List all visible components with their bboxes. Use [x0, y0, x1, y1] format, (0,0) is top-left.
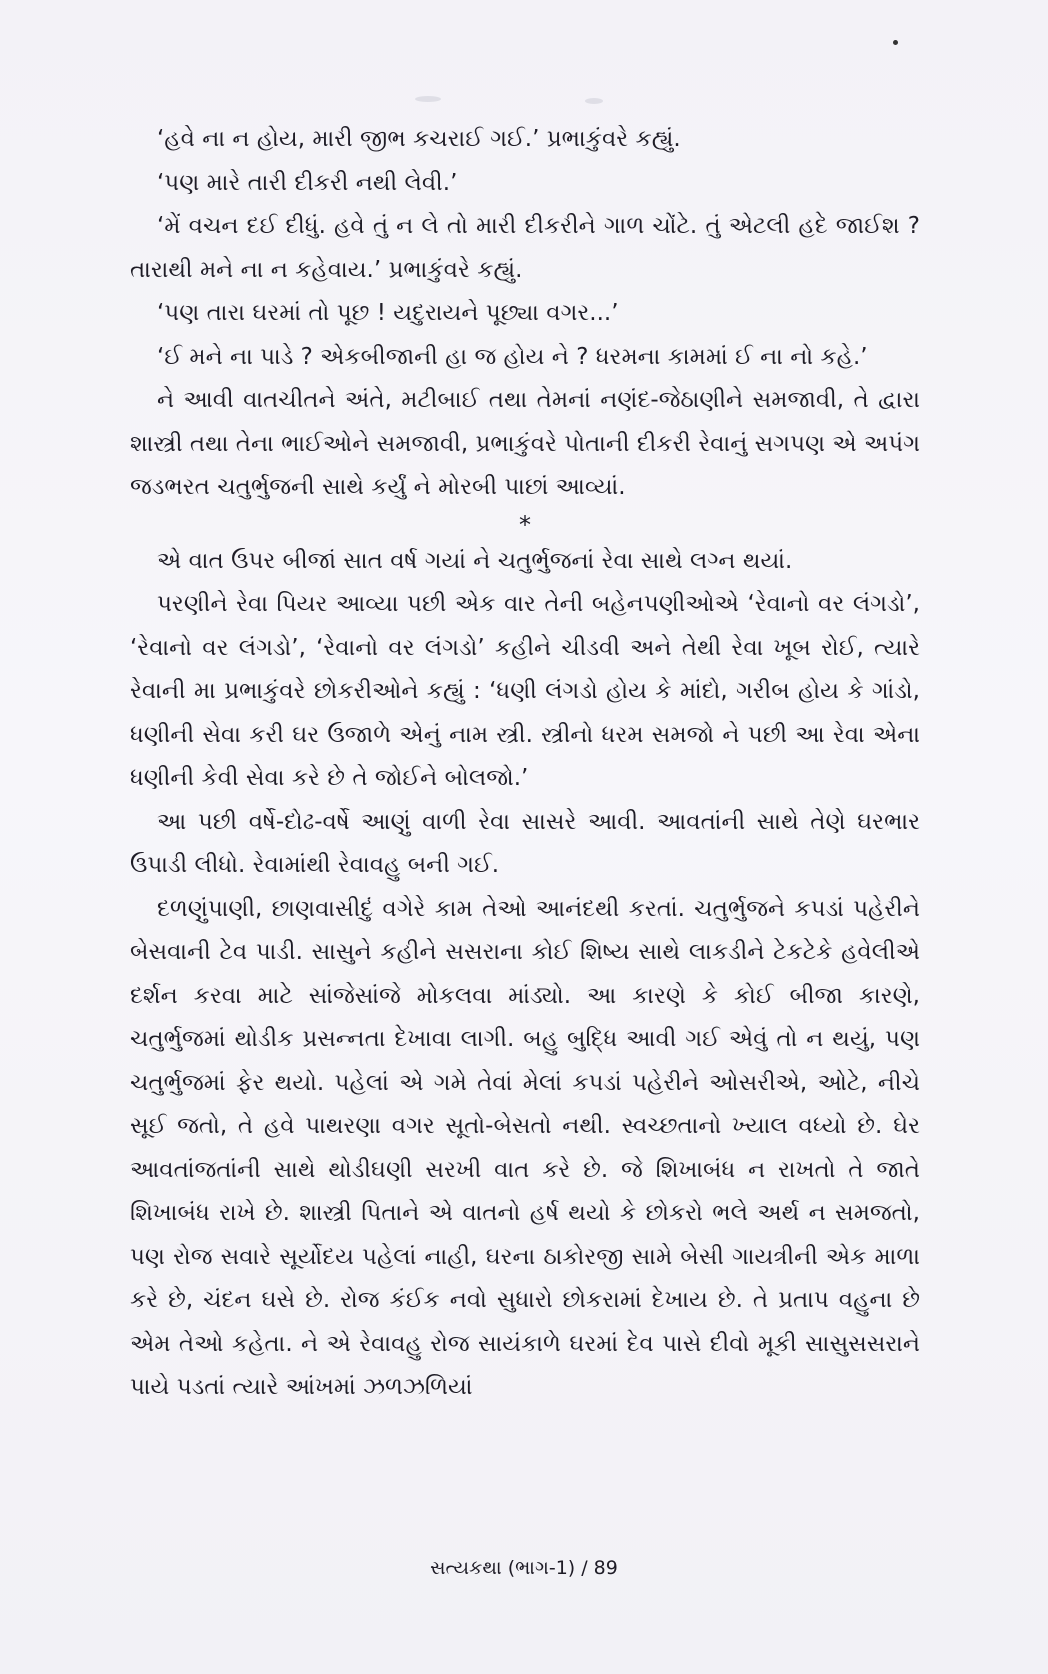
- paragraph: ‘મેં વચન દઈ દીધું. હવે તું ન લે તો મારી દીકરીને ગાળ ચોંટે. તું એટલી હદે જાઈશ ? તારાથી મને ના ન કહેવાય.’ પ્રભાકુંવરે કહ્યું.: [130, 213, 920, 283]
- paragraph: એ વાત ઉપર બીજાં સાત વર્ષ ગયાં ને ચતુર્ભુજનાં રેવા સાથે લગ્ન થયાં.: [157, 547, 793, 574]
- paragraph: દળણુંપાણી, છાણવાસીદું વગેરે કામ તેઓ આનંદથી કરતાં. ચતુર્ભુજને કપડાં પહેરીને બેસવાની ટેવ પાડી. સાસુને કહીને સસરાના કોઈ શિષ્ય સાથે લાકડીને ટેકટેકે હવેલીએ દર્શન કરવા માટે સાંજેસાંજે મોકલવા માંડ્યો. આ કારણે કે કોઈ બીજા કારણે, ચતુર્ભુજમાં થોડીક પ્રસન્નતા દેખાવા લાગી. બહુ બુદ્ધિ આવી ગઈ એવું તો ન થયું, પણ ચતુર્ભુજમાં ફેર થયો. પહેલાં એ ગમે તેવાં મેલાં કપડાં પહેરીને ઓસરીએ, ઓટે, નીચે સૂઈ જતો, તે હવે પાથરણા વગર સૂતો-બેસતો નથી. સ્વચ્છતાનો ખ્યાલ વધ્યો છે. ઘેર આવતાંજતાંની સાથે થોડીઘણી સરખી વાત કરે છે. જે શિખાબંધ ન રાખતો તે જાતે શિખાબંધ રાખે છે. શાસ્ત્રી પિતાને એ વાતનો હર્ષ થયો કે છોકરો ભલે અર્થ ન સમજતો, પણ રોજ સવારે સૂર્યોદય પહેલાં નાહી, ઘરના ઠાકોરજી સામે બેસી ગાયત્રીની એક માળા કરે છે, ચંદન ઘસે છે. રોજ કંઈક નવો સુધારો છોકરામાં દેખાય છે. તે પ્રતાપ વહુના છે એમ તેઓ કહેતા. ને એ રેવાવહુ રોજ સાયંકાળે ઘરમાં દેવ પાસે દીવો મૂકી સાસુસસરાને પાયે પડતાં ત્યારે આંખમાં ઝળઝળિયાં: [130, 895, 920, 1400]
- paragraph: ‘પણ મારે તારી દીકરી નથી લેવી.’: [157, 169, 458, 196]
- ink-speck: [893, 40, 898, 45]
- paper-smudge: [415, 96, 441, 102]
- paragraph: ને આવી વાતચીતને અંતે, મટીબાઈ તથા તેમનાં નણંદ-જેઠાણીને સમજાવી, તે દ્વારા શાસ્ત્રી તથા તેના ભાઈઓને સમજાવી, પ્રભાકુંવરે પોતાની દીકરી રેવાનું સગપણ એ અપંગ જડભરત ચતુર્ભુજની સાથે કર્યું ને મોરબી પાછાં આવ્યાં.: [130, 387, 920, 500]
- paragraph: ‘પણ તારા ઘરમાં તો પૂછ ! યદુરાયને પૂછ્યા વગર...’: [157, 300, 619, 326]
- paragraph: ‘હવે ના ન હોય, મારી જીભ કચરાઈ ગઈ.’ પ્રભાકુંવરે કહ્યું.: [157, 126, 681, 152]
- body-text: [130, 118, 920, 1410]
- paper-smudge: [585, 98, 603, 104]
- paragraph: આ પછી વર્ષે-દોઢ-વર્ષે આણું વાળી રેવા સાસરે આવી. આવતાંની સાથે તેણે ઘરભાર ઉપાડી લીધો. રેવામાંથી રેવાવહુ બની ગઈ.: [130, 808, 920, 878]
- paragraph: ‘ઈ મને ના પાડે ? એકબીજાની હા જ હોય ને ? ધરમના કામમાં ઈ ના નો કહે.’: [157, 343, 868, 370]
- page-footer: સત્યકથા (ભાગ-1) / 89: [430, 1557, 618, 1579]
- paragraph: પરણીને રેવા પિયર આવ્યા પછી એક વાર તેની બહેનપણીઓએ ‘રેવાનો વર લંગડો’, ‘રેવાનો વર લંગડો’, ‘રેવાનો વર લંગડો’ કહીને ચીડવી અને તેથી રેવા ખૂબ રોઈ, ત્યારે રેવાની મા પ્રભાકુંવરે છોકરીઓને કહ્યું : ‘ધણી લંગડો હોય કે માંદો, ગરીબ હોય કે ગાંડો, ધણીની સેવા કરી ઘર ઉજાળે એનું નામ સ્ત્રી. સ્ત્રીનો ધરમ સમજો ને પછી આ રેવા એના ધણીની કેવી સેવા કરે છે તે જોઈને બોલજો.’: [130, 591, 920, 791]
- section-separator: *: [519, 510, 531, 539]
